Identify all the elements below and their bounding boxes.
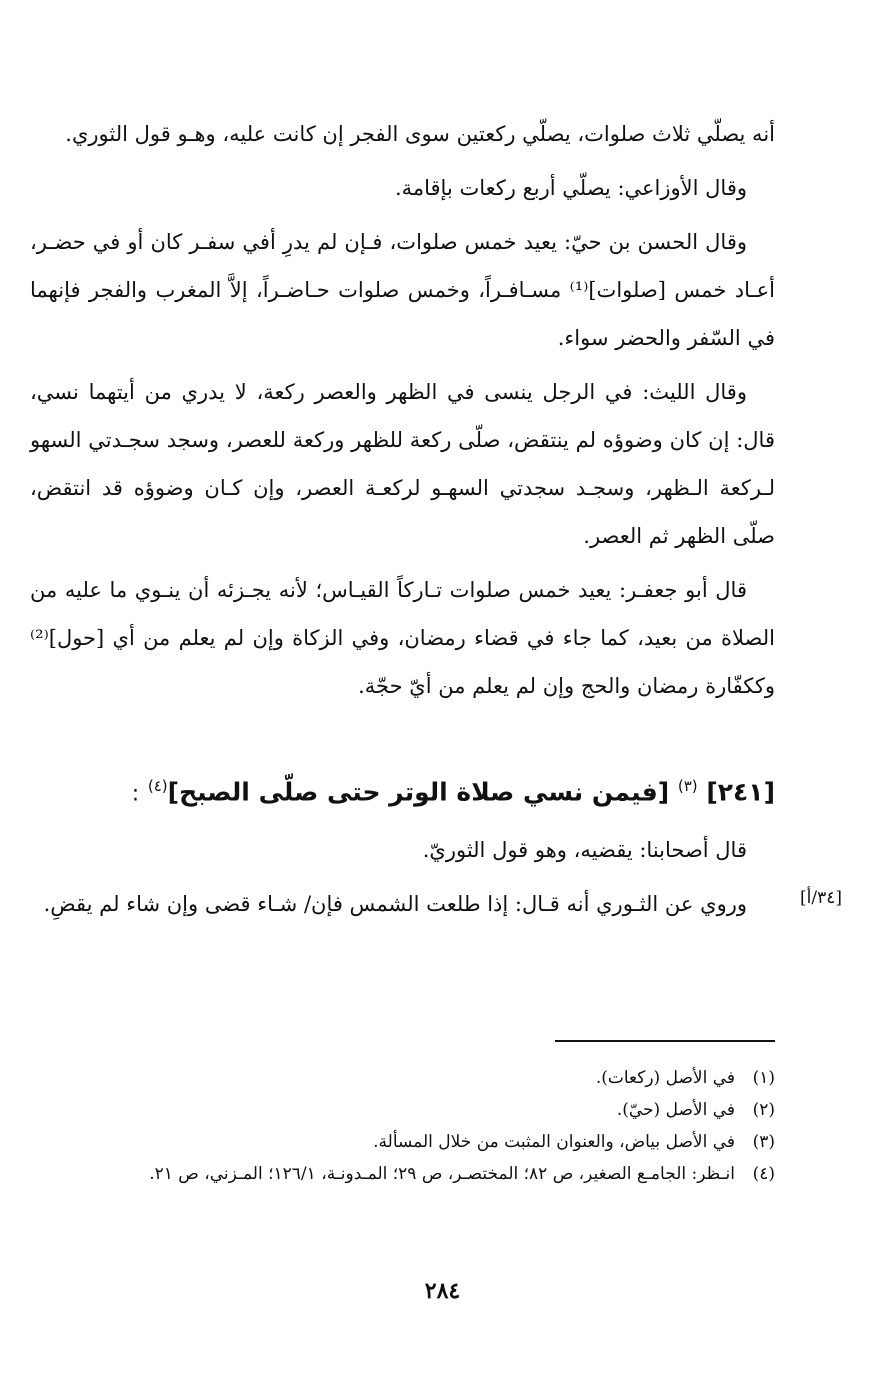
footnotes — [30, 1062, 775, 1190]
paragraph-thawri: وروي عن الثـوري أنه قـال: إذا طلعت الشمس فإن/ شـاء قضى وإن شاء لم يقضِ. — [43, 892, 747, 916]
paragraph-awzai: وقال الأوزاعي: يصلّي أربع ركعات بإقامة. — [394, 176, 747, 200]
heading-footnote-ref-4: (٤) — [147, 777, 168, 795]
paragraph-continuation: أنه يصلّي ثلاث صلوات، يصلّي ركعتين سوى الفجر إن كانت عليه، وهـو قول الثوري. — [65, 122, 775, 146]
heading-footnote-ref-3: (٣) — [677, 777, 698, 795]
heading-colon: : — [131, 781, 140, 807]
page-number: ٢٨٤ — [424, 1278, 461, 1304]
footnote-item — [30, 1062, 775, 1094]
paragraph-ashabuna: قال أصحابنا: يقضيه، وهو قول الثوريّ. — [422, 838, 747, 862]
paragraph-layth: وقال الليث: في الرجل ينسى في الظهر والعصر ركعة، لا يدري من أيتهما نسي، قال: إن كان وضوؤه لم ينتقض، صلّى ركعة للظهر وركعة للعصر، وسجد سجـدتي السهو لـركعة الـظهر، وسجـد سجدتي السهـو لركعـة العصر، وإن كـان وضوؤه قد انتقض، صلّى الظهر ثم العصر. — [30, 380, 775, 548]
footnote-text: في الأصل (ركعات). — [595, 1068, 735, 1088]
margin-folio-note: [٣٤/أ] — [800, 888, 842, 908]
section-title: [فيمن نسي صلاة الوتر حتى صلّى الصبح] — [167, 777, 670, 807]
footnote-number: (٣) — [752, 1132, 775, 1152]
footnote-number: (٢) — [752, 1100, 775, 1120]
footnote-item — [30, 1126, 775, 1158]
main-text-bottom — [30, 826, 775, 928]
footnote-number: (١) — [752, 1068, 775, 1088]
paragraph-abu-jafar: قال أبو جعفـر: يعيد خمس صلوات تـاركاً القيـاس؛ لأنه يجـزئه أن ينـوي ما عليه من الصلاة من بعيد، كما جاء في قضاء رمضان، وفي الزكاة وإن لم يعلم من أي [حول]⁽²⁾ وككفّارة رمضان والحج وإن لم يعلم من أيّ حجّة. — [30, 578, 775, 698]
footnote-number: (٤) — [752, 1164, 775, 1184]
footnote-text: انـظر: الجامـع الصغير، ص ٨٢؛ المختصـر، ص ٢٩؛ المـدونـة، ١٢٦/١؛ المـزني، ص ٢١. — [149, 1164, 735, 1184]
footnote-item — [30, 1094, 775, 1126]
footnote-text: في الأصل (حيّ). — [616, 1100, 735, 1120]
footnote-text: في الأصل بياض، والعنوان المثبت من خلال المسألة. — [373, 1132, 735, 1152]
main-text-top — [30, 110, 775, 710]
section-heading — [30, 766, 775, 814]
footnote-separator — [555, 1040, 775, 1042]
footnote-item — [30, 1158, 775, 1190]
section-number: [٢٤١] — [706, 777, 775, 807]
paragraph-hasan: وقال الحسن بن حيّ: يعيد خمس صلوات، فـإن لم يدرِ أفي سفـر كان أو في حضـر، أعـاد خمس [صلوات]⁽¹⁾ مسـافـراً، وخمس صلوات حـاضـراً، إلاَّ المغرب والفجر فإنهما في السّفر والحضر سواء. — [30, 230, 775, 350]
